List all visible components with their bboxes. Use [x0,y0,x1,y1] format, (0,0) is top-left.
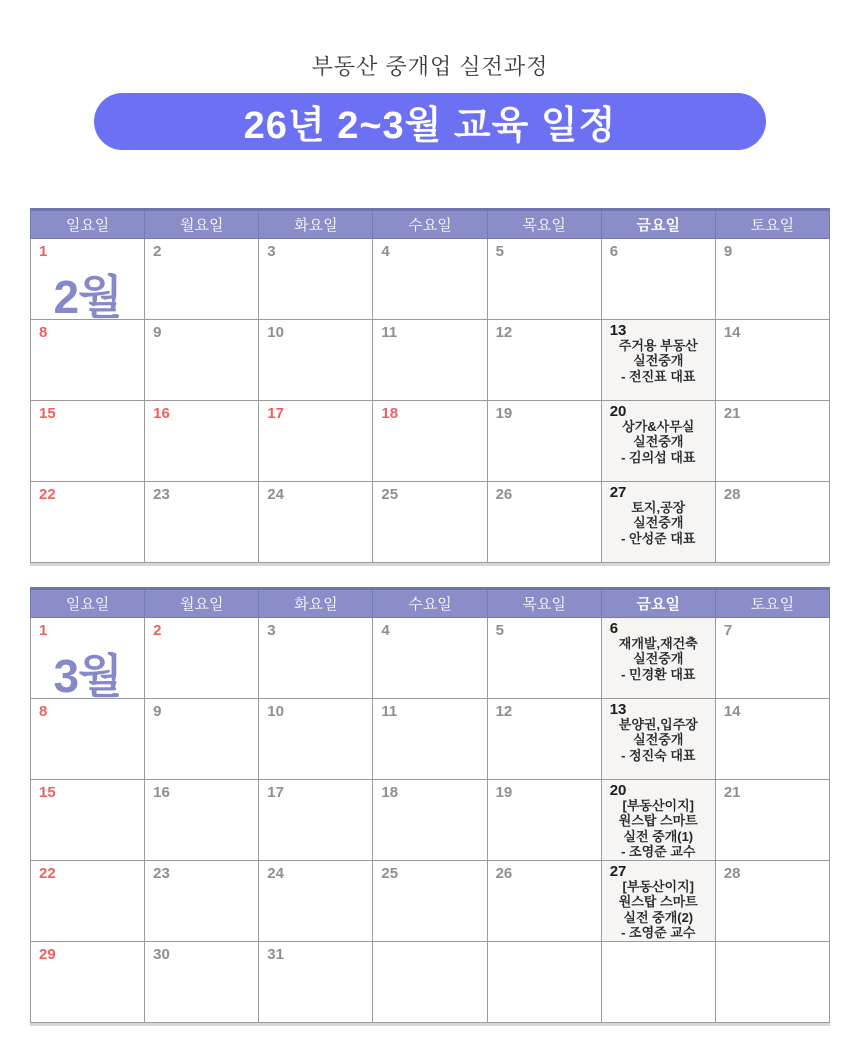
event-line: 상가&사무실 [622,418,695,434]
day-cell [31,861,145,942]
day-number: 25 [381,486,399,503]
day-number: 13 [609,701,627,718]
day-cell [487,780,601,861]
event-line: 실전중개 [633,651,684,667]
event-text [602,500,715,547]
day-cell [715,482,829,563]
day-cell [145,699,259,780]
day-cell [373,401,487,482]
day-cell [31,780,145,861]
day-cell [31,320,145,401]
day-cell [715,401,829,482]
day-cell [601,239,715,320]
day-number: 4 [381,243,390,260]
day-number: 8 [39,324,48,341]
day-number: 10 [267,324,284,341]
day-cell [145,780,259,861]
event-line: - 정진숙 대표 [621,747,696,763]
month-label: 3월 [53,650,122,702]
weekday-header-7: 토요일 [715,210,829,239]
weekday-header-2: 월요일 [145,210,259,239]
event-line: 주거용 부동산 [618,337,698,353]
day-number: 12 [495,703,513,720]
event-cell-march-20 [601,780,715,861]
weekday-header-3: 화요일 [259,210,373,239]
day-cell [715,780,829,861]
day-number: 25 [381,865,399,882]
day-number: 17 [267,405,284,422]
day-number: 2 [153,622,162,639]
weekday-header-4: 수요일 [373,210,487,239]
day-number: 11 [381,703,398,720]
event-line: 분양권,입주장 [618,716,698,732]
day-cell [373,320,487,401]
day-number [373,942,486,947]
day-number: 19 [495,405,513,422]
day-number: 20 [609,403,627,420]
event-line: - 조영준 교수 [621,925,696,941]
day-cell [373,942,487,1023]
day-cell [487,861,601,942]
weekday-header-6: 금요일 [601,589,715,618]
day-cell [259,942,373,1023]
event-cell-march-6 [601,618,715,699]
day-number: 9 [723,243,733,260]
day-cell [31,401,145,482]
weekday-header-7: 토요일 [715,589,829,618]
day-cell [31,482,145,563]
day-cell [373,239,487,320]
event-text [602,717,715,764]
day-number: 24 [267,865,284,882]
day-number: 9 [153,324,162,341]
event-cell-march-27 [601,861,715,942]
day-cell [145,861,259,942]
day-number: 23 [153,865,170,882]
event-line: 토지,공장 [631,499,686,515]
event-text [602,419,715,466]
day-number: 19 [495,784,513,801]
day-cell [145,942,259,1023]
event-line: - 김의섭 대표 [621,449,696,465]
day-number: 6 [609,243,619,260]
day-number: 3 [267,622,276,639]
event-text [602,636,715,683]
day-number: 22 [39,865,56,882]
weekday-header-1: 일요일 [31,589,145,618]
day-cell [487,401,601,482]
day-number: 28 [723,865,741,882]
event-line: 원스탑 스마트 [618,894,698,910]
day-cell [259,320,373,401]
day-cell [259,699,373,780]
day-number: 7 [723,622,733,639]
day-number: 8 [39,703,48,720]
day-cell [487,320,601,401]
day-cell [373,699,487,780]
day-number: 30 [153,946,170,963]
day-number: 28 [723,486,741,503]
month-label: 2월 [53,271,122,323]
day-number: 5 [495,243,504,260]
day-number: 21 [723,784,741,801]
day-number: 2 [153,243,162,260]
event-line: 실전중개 [633,434,684,450]
day-cell [31,699,145,780]
day-number: 15 [39,784,56,801]
weekday-header-6: 금요일 [601,210,715,239]
day-number: 6 [609,620,619,637]
day-cell [715,942,829,1023]
day-cell [259,239,373,320]
day-number: 17 [267,784,284,801]
day-cell [31,239,145,323]
day-cell [259,482,373,563]
event-text [602,798,715,860]
day-number: 24 [267,486,284,503]
day-cell [373,780,487,861]
day-cell [601,942,715,1023]
event-line: 원스탑 스마트 [618,813,698,829]
event-text [602,338,715,385]
day-number: 22 [39,486,56,503]
day-number: 4 [381,622,390,639]
day-number: 1 [39,622,48,639]
day-number: 14 [723,703,741,720]
day-cell [487,699,601,780]
day-cell [373,861,487,942]
day-cell [259,401,373,482]
day-number: 31 [267,946,284,963]
day-cell [145,320,259,401]
day-number: 16 [153,405,170,422]
day-number: 9 [153,703,162,720]
day-number: 27 [609,484,627,501]
day-number: 20 [609,782,627,799]
day-cell [487,618,601,699]
day-cell [145,618,259,699]
title-banner [94,93,766,150]
event-cell-march-13 [601,699,715,780]
day-number: 27 [609,863,627,880]
day-cell [715,618,829,699]
day-cell [31,942,145,1023]
event-line: - 전진표 대표 [621,368,696,384]
day-cell [145,239,259,320]
day-cell [715,239,829,320]
day-cell [259,780,373,861]
day-number [716,942,829,947]
day-cell [715,861,829,942]
day-cell [373,482,487,563]
event-text [602,879,715,941]
event-line: 실전 중개(1) [623,828,694,844]
day-cell [487,482,601,563]
day-number: 5 [495,622,504,639]
event-cell-february-27 [601,482,715,563]
day-number [602,942,715,947]
page-title: 26년 2~3월 교육 일정 [243,105,617,147]
calendars-container [0,208,860,1023]
day-number: 3 [267,243,276,260]
event-line: 실전 중개(2) [623,909,694,925]
day-cell [487,239,601,320]
event-cell-february-13 [601,320,715,401]
weekday-header-1: 일요일 [31,210,145,239]
day-number: 21 [723,405,741,422]
day-cell [31,618,145,702]
calendar-february [30,208,830,563]
event-line: - 민경환 대표 [621,666,696,682]
event-line: 실전중개 [633,353,684,369]
course-subtitle: 부동산 중개업 실전과정 [311,54,549,79]
day-cell [259,861,373,942]
day-number: 26 [495,486,513,503]
event-line: [부동산이지] [622,797,694,813]
day-number: 18 [381,405,399,422]
day-number: 13 [609,322,627,339]
day-number: 23 [153,486,170,503]
day-number: 12 [495,324,513,341]
day-cell [259,618,373,699]
weekday-header-3: 화요일 [259,589,373,618]
weekday-header-5: 목요일 [487,210,601,239]
event-cell-february-20 [601,401,715,482]
event-line: 재개발,재건축 [618,635,698,651]
day-number: 26 [495,865,513,882]
day-number: 16 [153,784,170,801]
weekday-header-4: 수요일 [373,589,487,618]
day-cell [373,618,487,699]
event-line: - 안성준 대표 [621,530,696,546]
weekday-header-5: 목요일 [487,589,601,618]
event-line: [부동산이지] [622,878,694,894]
day-cell [145,401,259,482]
event-line: 실전중개 [633,515,684,531]
weekday-header-2: 월요일 [145,589,259,618]
day-number: 10 [267,703,284,720]
day-number [488,942,601,947]
day-number: 1 [39,243,48,260]
day-number: 14 [723,324,741,341]
day-cell [487,942,601,1023]
day-number: 18 [381,784,399,801]
day-number: 29 [39,946,56,963]
event-line: 실전중개 [633,732,684,748]
day-cell [715,699,829,780]
day-cell [145,482,259,563]
calendar-march [30,587,830,1023]
day-number: 15 [39,405,56,422]
event-line: - 조영준 교수 [621,844,696,860]
day-cell [715,320,829,401]
day-number: 11 [381,324,398,341]
